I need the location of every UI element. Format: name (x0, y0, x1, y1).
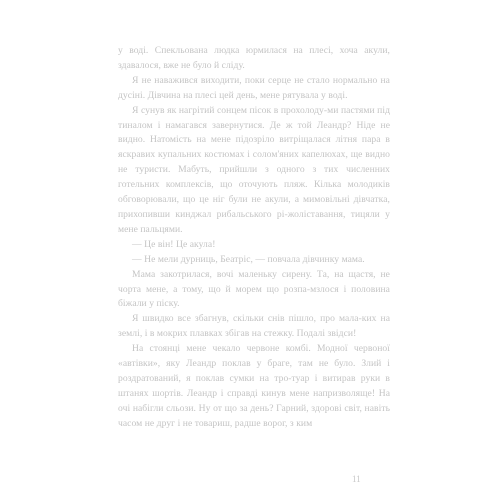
paragraph: у воді. Спекльована людка юрмилася на плесі, хоча акули, здавалося, вже не було й сліду. (118, 45, 390, 71)
text-column (118, 44, 390, 432)
paragraph: Мама закотрилася, вочі маленьку сирену. Та, на щастя, не чорта мене, а тому, що й морем що розпа-мзлося і половина біжали у піску. (118, 268, 390, 310)
dialogue-line: — Це він! Це акула! (132, 238, 216, 250)
paragraph: На стоянці мене чекало червоне комбі. Модної червоної «автівки», яку Леандр поклав у браге, там не було. Злий і роздратований, я поклав сумки на тро-туар і витирав руки в штанях шортів. Леандр і справді кинув мене напризволяще! На очі набігли сльози. Ну от що за день? Гарний, здорові світ, навіть часом не друг і не товариш, радше ворог, з ким (118, 343, 390, 429)
paragraph: Я швидко все збагнув, скільки снів пішло, про мала-ких на землі, і в мокрих плавках збігав на стежку. Подалі звідси! (118, 313, 390, 340)
paragraph: Я сунув як нагрітий сонцем пісок в прохолоду-ми пастями під тиналом і намагався завернутися. Де ж той Леандр? Ніде не видно. Натомість на мене підозріло витріщалася літня пара в яскравих купальних костюмах і солом'яних капелюхах, ще видно не туристи. Мабуть, прийшли з одного з тих численних готельних комплексів, що оточують пляж. Кілька молодиків обговорювали, що це ніг були не акули, а мимовільні дівчатка, прихопивши кинджал рибальського рі-жоліставання, тицяли у мене пальцями. (118, 104, 390, 235)
dialogue-line: — Не мели дурниць, Беатріс, — повчала дівчинку мама. (132, 253, 365, 265)
paragraph: Я не наважився виходити, поки серце не стало нормально на дусіні. Дівчина на плесі цей день, мене рятувала у воді. (118, 74, 390, 101)
page-number: 11 (352, 474, 361, 484)
